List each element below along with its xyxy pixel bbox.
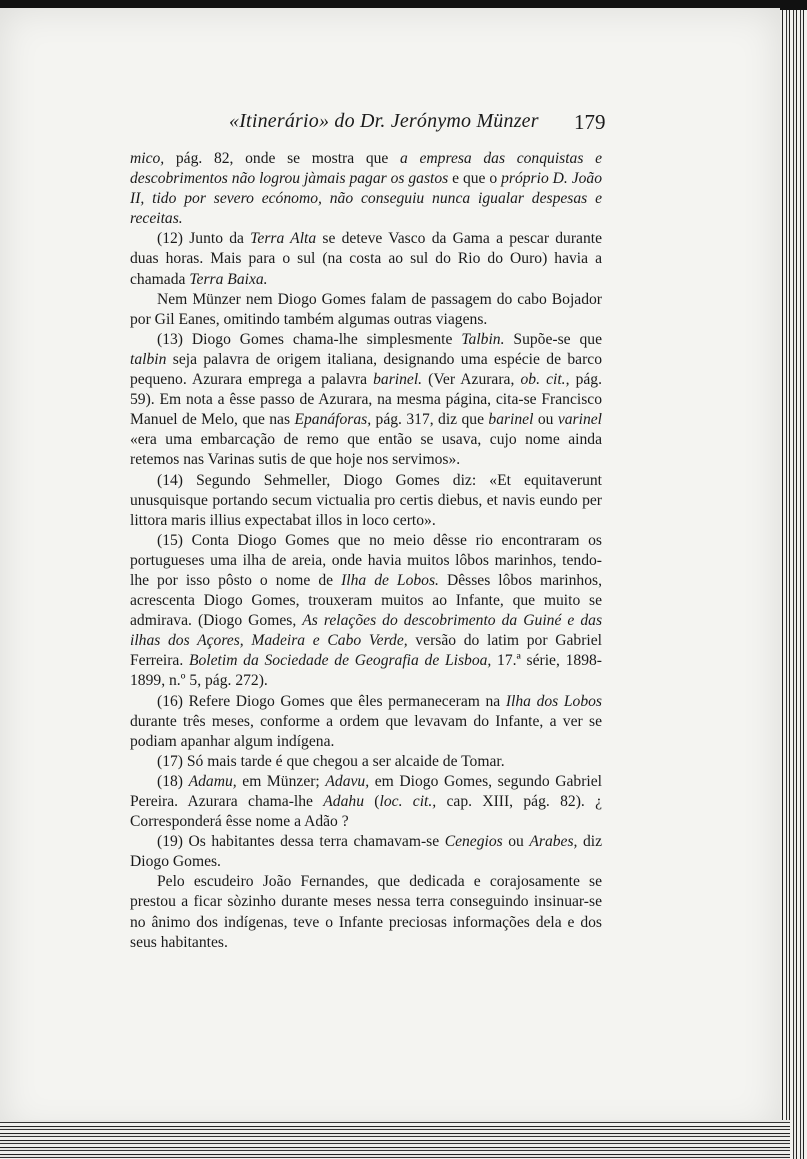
- italic-run: mico,: [130, 150, 165, 167]
- text-run: diz Diogo Gomes.: [130, 833, 603, 871]
- book-page: [0, 8, 780, 1134]
- text-run: Supõe-se que: [504, 330, 602, 348]
- footnote-marker: (19): [157, 833, 183, 851]
- footnote-16: [130, 692, 602, 752]
- paragraph: [130, 290, 602, 330]
- italic-run: Adavu,: [325, 772, 370, 790]
- text-run: Só mais tarde é que chegou a ser alcaide de Tomar.: [182, 752, 505, 770]
- italic-run: ob. cit.,: [520, 371, 570, 389]
- footnote-marker: (13): [157, 330, 183, 348]
- text-run: se deteve Vasco da Gama a pescar durante duas horas. Mais para o sul (na costa ao sul do Rio do Ouro) havia a chamada: [130, 230, 603, 288]
- footnote-marker: (14): [157, 471, 183, 489]
- italic-run: Boletim da Sociedade de Geografia de Lisboa,: [188, 652, 492, 670]
- footnote-18: [130, 772, 602, 832]
- text-run: Dêsses lôbos marinhos, acrescenta Diogo Gomes, trouxeram muitos ao Infante, que muito se admirava. (Diogo Gomes,: [130, 571, 602, 630]
- paragraph: [130, 149, 602, 229]
- footnote-marker: (12): [157, 230, 183, 248]
- text-run: Nem Münzer nem Diogo Gomes falam de passagem do cabo Bojador por Gil Eanes, omitindo também algumas outras viagens.: [130, 290, 602, 328]
- footnote-marker: (17): [157, 752, 183, 770]
- page-edges-bottom: [0, 1120, 790, 1159]
- italic-run: varinel: [557, 411, 602, 429]
- footnote-marker: (18): [157, 772, 183, 790]
- italic-run: Ilha dos Lobos: [505, 692, 602, 710]
- text-run: 17.ª série, 1898-1899, n.º 5, pág. 272).: [130, 652, 602, 690]
- text-run: em Münzer;: [236, 772, 326, 790]
- text-run: Diogo Gomes chama-lhe simplesmente: [182, 330, 462, 348]
- italic-run: Terra Alta: [250, 230, 317, 248]
- text-run: (Ver Azurara,: [422, 371, 521, 389]
- text-run: Os habitantes dessa terra chamavam-se: [182, 833, 445, 851]
- italic-run: Terra Baixa.: [189, 270, 268, 288]
- text-run: versão do latim por Gabriel Ferreira.: [130, 632, 602, 670]
- italic-run: Ilha de Lobos.: [341, 571, 439, 589]
- italic-run: a empresa das conquistas e descobrimentos não logrou jàmais pagar os gastos: [130, 150, 603, 188]
- text-run: em Diogo Gomes, segundo Gabriel Pereira. Azurara chama-lhe: [130, 772, 602, 810]
- text-run: e que o: [448, 170, 502, 188]
- italic-run: barinel: [488, 411, 534, 429]
- italic-run: Cenegios: [444, 833, 503, 851]
- page-header: [0, 110, 780, 138]
- text-run: (: [364, 793, 380, 810]
- footnote-12: [130, 229, 602, 289]
- text-run: durante três meses, conforme a ordem que levavam do Infante, a ver se podiam apanhar algum indígena.: [130, 712, 602, 750]
- italic-run: próprio D. João II, tido por severo ecónomo, não conseguiu nunca igualar despesas e receitas.: [130, 170, 603, 228]
- body-text: [130, 149, 602, 953]
- footnote-13: [130, 330, 602, 471]
- footnote-marker: (16): [157, 692, 183, 710]
- text-run: Refere Diogo Gomes que êles permaneceram na: [182, 692, 506, 710]
- footnote-15: [130, 531, 602, 692]
- text-run: ou: [533, 411, 558, 429]
- footnote-14: [130, 471, 602, 531]
- text-run: Segundo Sehmeller, Diogo Gomes diz: «Et equitaverunt unusquisque portando secum victualia pro certis diebus, et navis eundo per littora maris illius expectabat illos in loco certo».: [130, 471, 602, 529]
- text-run: seja palavra de origem italiana, designando uma espécie de barco pequeno. Azurara emprega a palavra: [130, 350, 602, 389]
- italic-run: barinel.: [373, 371, 423, 389]
- italic-run: Adahu: [323, 793, 364, 810]
- italic-run: loc. cit.,: [379, 793, 437, 810]
- italic-run: As relações do descobrimento da Guiné e das ilhas dos Açores, Madeira e Cabo Verde,: [130, 612, 603, 650]
- italic-run: Epanáforas,: [294, 411, 372, 429]
- page-edges-right: [780, 10, 807, 1159]
- text-run: ou: [502, 833, 530, 851]
- italic-run: Talbin.: [461, 330, 505, 348]
- paragraph: [130, 872, 602, 952]
- italic-run: Adamu,: [188, 772, 237, 790]
- text-run: «era uma embarcação de remo que então se usava, cujo nome ainda retemos nas Varinas sutis de que hoje nos servimos».: [130, 431, 602, 469]
- text-run: Junto da: [182, 230, 251, 248]
- italic-run: talbin: [130, 350, 167, 368]
- page-number: 179: [574, 110, 606, 134]
- text-run: pág. 59). Em nota a êsse passo de Azurara, na mesma página, cita-se Francisco Manuel de Melo, que nas: [130, 371, 603, 429]
- italic-run: Arabes,: [529, 833, 578, 851]
- footnote-19: [130, 832, 602, 872]
- footnote-17: [130, 752, 602, 772]
- running-title: «Itinerário» do Dr. Jerónymo Münzer: [229, 110, 539, 132]
- text-run: cap. XIII, pág. 82). ¿ Corresponderá êsse nome a Adão ?: [130, 793, 603, 831]
- text-run: Pelo escudeiro João Fernandes, que dedicada e corajosamente se prestou a ficar sòzinho durante meses nessa terra conseguindo insinuar-se no ânimo dos indígenas, teve o Infante preciosas informações dela e dos seus habitantes.: [130, 873, 602, 951]
- text-run: pág. 82, onde se mostra que: [164, 150, 401, 167]
- text-run: pág. 317, diz que: [371, 411, 489, 429]
- footnote-marker: (15): [157, 531, 183, 549]
- text-run: Conta Diogo Gomes que no meio dêsse rio encontraram os portugueses uma ilha de areia, onde havia muitos lôbos marinhos, tendo-lhe por isso pôsto o nome de: [130, 531, 602, 589]
